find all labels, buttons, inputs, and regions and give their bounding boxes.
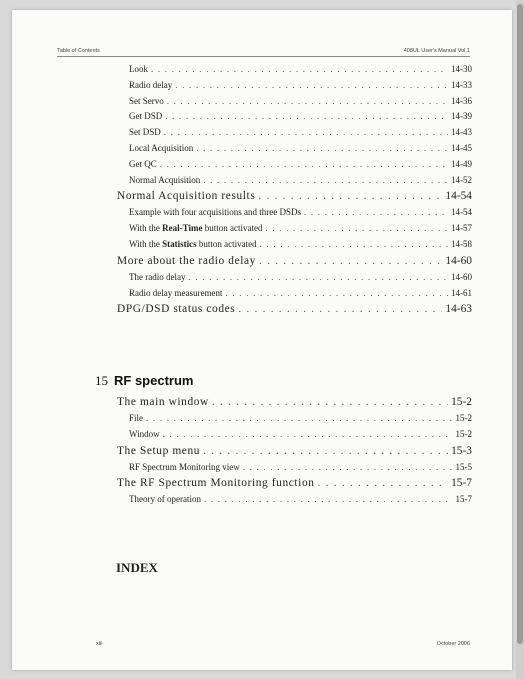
- dot-leader: [146, 413, 452, 423]
- toc-entry[interactable]: [117, 396, 472, 413]
- toc-entry-title: File: [129, 413, 144, 423]
- toc-entry-title: More about the radio delay: [117, 254, 256, 267]
- toc-entry[interactable]: [117, 239, 472, 255]
- toc-entry-title: Window: [129, 428, 160, 439]
- toc-entry-page: 14-45: [451, 142, 472, 153]
- toc-entry-page: 15-2: [455, 428, 472, 439]
- toc-entry-page: 14-54: [451, 207, 472, 218]
- toc-entry-page: 14-30: [451, 64, 472, 74]
- toc-entry[interactable]: [117, 207, 472, 223]
- page-footer: [96, 641, 470, 647]
- toc-entry-page: 14-39: [451, 111, 472, 122]
- dot-leader: [258, 190, 442, 202]
- toc-entry-title: Theory of operation: [129, 494, 201, 505]
- toc-entry-title: Get DSD: [129, 111, 163, 122]
- page-header: [57, 48, 470, 57]
- dot-leader: [167, 96, 448, 106]
- dot-leader: [188, 272, 448, 282]
- chapter-heading: [95, 373, 193, 389]
- toc-entry-page: 14-57: [451, 223, 472, 234]
- toc-entry-title-pre: With the: [129, 238, 163, 249]
- dot-leader: [164, 127, 448, 137]
- dot-leader: [259, 255, 442, 267]
- toc-entry-title: The Setup menu: [117, 444, 201, 457]
- toc-entry[interactable]: [117, 255, 472, 272]
- footer-page-number: xiii: [96, 641, 103, 647]
- toc-entry-title: Radio delay measurement: [129, 287, 223, 298]
- toc-entry-page: 15-2: [455, 413, 472, 423]
- toc-list-chapter-14: [117, 64, 472, 320]
- dot-leader: [265, 223, 448, 233]
- dot-leader: [212, 396, 448, 408]
- toc-entry[interactable]: [117, 190, 472, 207]
- toc-entry[interactable]: [117, 127, 472, 143]
- dot-leader: [175, 80, 448, 90]
- scrollbar-thumb[interactable]: [517, 4, 523, 644]
- toc-entry-title: The radio delay: [129, 271, 186, 282]
- toc-entry-title: RF Spectrum Monitoring view: [129, 461, 240, 472]
- dot-leader: [243, 462, 453, 472]
- toc-entry[interactable]: [117, 111, 472, 127]
- toc-entry[interactable]: [117, 64, 472, 80]
- chapter-title: RF spectrum: [114, 373, 194, 388]
- toc-entry[interactable]: [117, 223, 472, 239]
- toc-entry-page: 15-7: [455, 494, 472, 505]
- index-heading: INDEX: [116, 560, 158, 575]
- toc-entry[interactable]: [117, 96, 472, 112]
- toc-entry[interactable]: [117, 288, 472, 304]
- toc-entry-page: 14-60: [451, 271, 472, 282]
- toc-entry-title: Get QC: [129, 158, 157, 169]
- toc-entry-page: 15-3: [451, 444, 472, 457]
- toc-entry-title: [129, 239, 257, 249]
- dot-leader: [165, 111, 448, 121]
- header-left: Table of Contents: [57, 48, 100, 54]
- header-right: 408UL User's Manual Vol.1: [403, 48, 470, 54]
- toc-entry-title: [129, 223, 262, 233]
- toc-entry-title-post: button activated: [202, 223, 263, 234]
- toc-entry-title: Normal Acquisition results: [117, 190, 256, 203]
- dot-leader: [204, 494, 453, 504]
- toc-entry-title: Set DSD: [129, 127, 161, 138]
- dot-leader: [163, 429, 453, 439]
- dot-leader: [151, 64, 448, 74]
- toc-entry-page: 14-60: [445, 254, 472, 267]
- toc-entry-title: Normal Acquisition: [129, 174, 201, 185]
- dot-leader: [260, 239, 448, 249]
- toc-entry-page: 15-2: [451, 396, 472, 408]
- toc-entry-page: 14-54: [445, 190, 472, 203]
- toc-entry-page: 14-33: [451, 79, 472, 90]
- dot-leader: [160, 159, 448, 169]
- toc-entry[interactable]: [117, 413, 472, 429]
- toc-entry[interactable]: [117, 477, 472, 494]
- toc-entry[interactable]: [117, 429, 472, 445]
- toc-entry-page: 14-61: [451, 287, 472, 298]
- toc-entry-page: 14-49: [451, 158, 472, 169]
- toc-entry-page: 15-5: [455, 461, 472, 472]
- dot-leader: [225, 288, 448, 298]
- toc-entry-title-pre: With the: [129, 223, 163, 234]
- dot-leader: [196, 143, 448, 153]
- toc-entry-page: 14-52: [451, 174, 472, 185]
- chapter-number: 15: [95, 373, 108, 388]
- toc-entry[interactable]: [117, 462, 472, 478]
- toc-entry-title: DPG/DSD status codes: [117, 303, 236, 316]
- toc-entry-title: The RF Spectrum Monitoring function: [117, 477, 315, 490]
- toc-entry-title: Radio delay: [129, 79, 173, 90]
- dot-leader: [203, 175, 448, 185]
- dot-leader: [238, 303, 442, 315]
- toc-entry[interactable]: [117, 494, 472, 510]
- toc-entry[interactable]: [117, 303, 472, 320]
- dot-leader: [318, 477, 449, 489]
- toc-entry-title-bold: Real-Time: [162, 223, 203, 234]
- toc-entry-page: 14-58: [451, 238, 472, 249]
- toc-list-chapter-15: [117, 396, 472, 510]
- vertical-scrollbar[interactable]: [516, 0, 524, 679]
- toc-entry[interactable]: [117, 143, 472, 159]
- toc-entry[interactable]: [117, 272, 472, 288]
- toc-entry-title-bold: Statistics: [162, 238, 197, 249]
- toc-entry[interactable]: [117, 445, 472, 462]
- footer-date: October 2006: [436, 641, 470, 647]
- toc-entry-title: Example with four acquisitions and three DSDs: [129, 207, 301, 218]
- toc-entry-page: 14-43: [451, 127, 472, 138]
- toc-entry[interactable]: [117, 159, 472, 175]
- toc-entry[interactable]: [117, 80, 472, 96]
- document-page: [12, 10, 512, 670]
- toc-entry-title: The main window: [117, 396, 209, 408]
- toc-entry-page: 14-36: [451, 95, 472, 106]
- dot-leader: [304, 207, 448, 217]
- toc-entry-page: 14-63: [445, 303, 472, 316]
- toc-entry[interactable]: [117, 175, 472, 191]
- toc-entry-title: Set Servo: [129, 95, 164, 106]
- toc-entry-title-post: button activated: [196, 238, 257, 249]
- toc-entry-page: 15-7: [451, 477, 472, 490]
- toc-entry-title: Look: [129, 64, 148, 74]
- toc-entry-title: Local Acquisition: [129, 142, 194, 153]
- dot-leader: [203, 445, 448, 457]
